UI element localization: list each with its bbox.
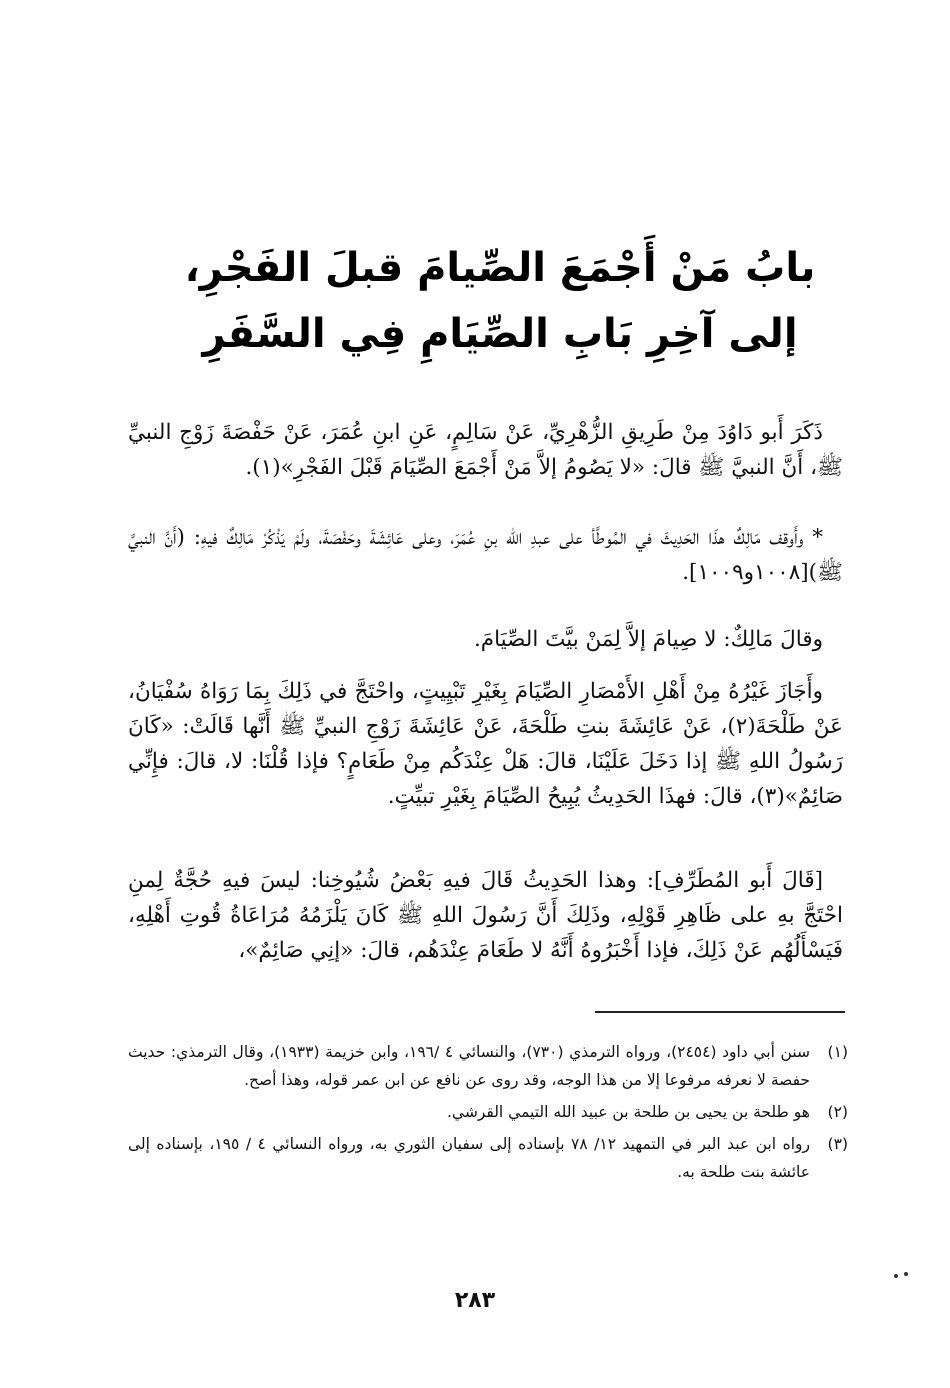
paragraph-text: وقالَ مَالِكٌ: لا صِيامَ إلاَّ لِمَنْ بيَّتَ الصِّيَامَ. [473, 627, 823, 652]
footnote-number: (٢) [827, 1103, 848, 1121]
chapter-title-line-1: بابُ مَنْ أَجْمَعَ الصِّيامَ قبلَ الفَجْرِ، [184, 245, 816, 291]
chapter-title-line-2: إلى آخِرِ بَابِ الصِّيَامِ فِي السَّفَرِ [202, 311, 798, 357]
dot [894, 1274, 898, 1278]
footnote-1 [128, 1038, 848, 1094]
page-number: ٢٨٣ [454, 1288, 496, 1313]
footnote-text: رواه ابن عبد البر في التمهيد ١٢/ ٧٨ بإسناده إلى سفيان الثوري به، ورواه النسائي ٤ / ١٩٥، بإسناده إلى عائشة بنت طلحة به. [128, 1135, 810, 1181]
paragraph-text: [قَالَ أَبو المُطَرِّفِ]: وهذا الحَدِيثُ قَالَ فيهِ بَعْضُ شُيُوخِنا: ليسَ فيهِ حُجَّةٌ لِمنِ احْتَجَّ بهِ على ظَاهِرِ قَوْلِهِ، وذَلِكَ أَنَّ رَسُولَ اللهِ ﷺ كَانَ يَلْزَمُهُ مُرَاعَاةُ قُوتِ أَهْلِهِ، فَيَسْأَلُهُم عَنْ ذَلِكَ، فإذا أَخْبَرُوهُ أَنَّهُ لا طَعَامَ عِنْدَهُم، قالَ: «إنِي صَائِمٌ»، [128, 868, 843, 963]
paragraph-text: ذَكَرَ أَبو دَاوُدَ مِنْ طَرِيقِ الزُّهْرِيِّ، عَنْ سَالِمٍ، عَنِ ابنِ عُمَرَ، عَنْ حَفْصَةَ زَوْجِ النبيِّ ﷺ، أَنَّ النبيَّ ﷺ قالَ: «لا يَصُومُ إلاَّ مَنْ أَجْمَعَ الصِّيَامَ قَبْلَ الفَجْرِ»(١). [128, 420, 843, 480]
footnote-3 [128, 1130, 848, 1186]
footnote-text: سنن أبي داود (٢٤٥٤)، ورواه الترمذي (٧٣٠)، والنسائي ٤ /١٩٦، وابن خزيمة (١٩٣٣)، وقال الترمذي: حديث حفصة لا نعرفه مرفوعا إلا من هذا الوجه، وقد روى عن نافع عن ابن عمر قوله، وهذا أصح. [128, 1043, 810, 1089]
paragraph-3 [128, 622, 843, 657]
paragraph-2 [128, 520, 843, 590]
footnote-number: (١) [827, 1043, 848, 1061]
paragraph-4 [128, 674, 843, 814]
footnote-text: هو طلحة بن يحيى بن طلحة بن عبيد الله التيمي القرشي. [446, 1103, 810, 1121]
margin-dots-mark [892, 1270, 922, 1282]
paragraph-text: * وأَوقف مَالِكٌ هذَا الحَدِيثَ في المُوطَّأ على عبدِ الله بنِ عُمَرَ، وعلى عَائِشَةَ وحَفْصَةَ، ولَمْ يَذْكُرْ مَالِكٌ فيهِ: (أَنَّ النبيَّ ﷺ)[١٠٠٨و١٠٠٩]. [128, 525, 843, 585]
paragraph-5 [128, 863, 843, 968]
paragraph-text: وأَجَازَ غَيْرُهُ مِنْ أَهْلِ الأَمْصَارِ الصِّيَامَ بِغَيْرِ تَبْيِيتٍ، واحْتَجَّ في ذَلِكَ بِمَا رَوَاهُ سُفْيَانُ، عَنْ طَلْحَةَ(٢)، عَنْ عَائِشَةَ بنتِ طَلْحَةَ، عَنْ عَائِشَةَ زَوْجِ النبيِّ ﷺ أَنَّها قَالَتْ: «كَانَ رَسُولُ اللهِ ﷺ إذا دَخَلَ عَلَيْنَا، قالَ: هَلْ عِنْدَكُم مِنْ طَعَامٍ؟ فإذا قُلْنَا: لا، قالَ: فإِنِّي صَائِمٌ»(٣)، قالَ: فهذَا الحَدِيثُ يُبِيحُ الصِّيَامَ بِغَيْرِ تبيِّتٍ. [128, 679, 843, 809]
footnote-number: (٣) [827, 1135, 848, 1153]
footnotes [128, 1038, 848, 1190]
footnote-separator [595, 1011, 845, 1013]
dot [904, 1272, 908, 1276]
footnote-2 [128, 1098, 848, 1126]
paragraph-1 [128, 415, 843, 485]
